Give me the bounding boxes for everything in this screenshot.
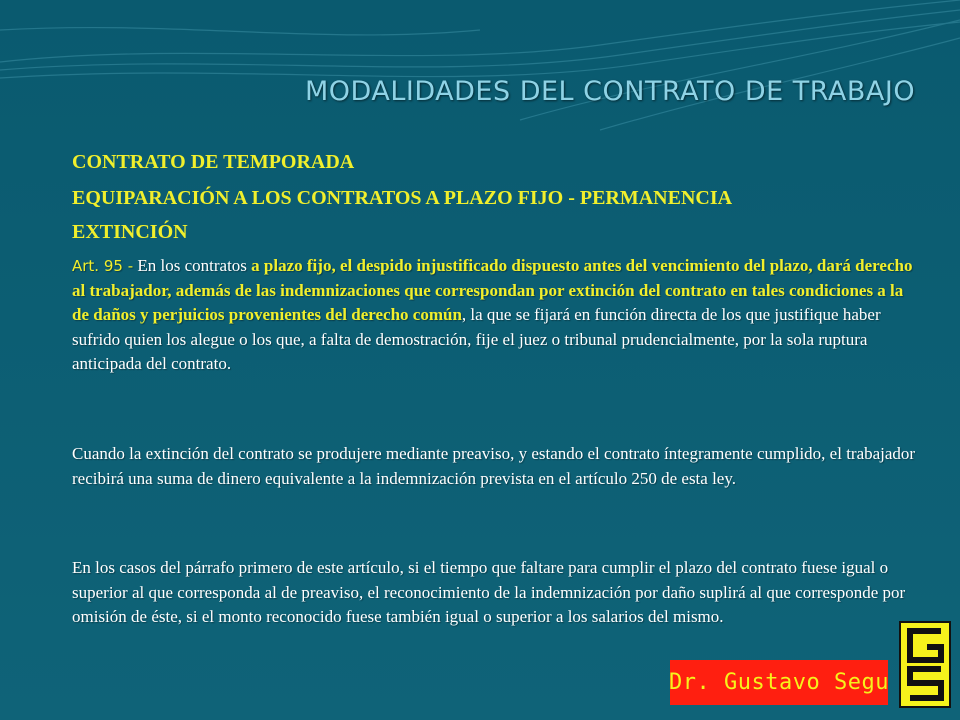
- article-highlight: a plazo fijo, el despido injustificado dispuesto antes del vencimiento del plazo, dará derecho al trabajador, además de las indemnizaciones que correspondan por extinción del contrato en tales condiciones a la de daños y perjuicios provenientes del derecho común: [72, 256, 913, 324]
- gs-logo: [899, 621, 951, 708]
- paragraph-preaviso: Cuando la extinción del contrato se produjere mediante preaviso, y estando el contrato íntegramente cumplido, el trabajador recibirá una suma de dinero equivalente a la indemnización prevista en el artículo 250 de esta ley.: [72, 444, 916, 488]
- heading-equiparacion: EQUIPARACIÓN A LOS CONTRATOS A PLAZO FIJO - PERMANENCIA: [72, 187, 733, 209]
- article-rest: , la que se fijará en función directa de los que justifique haber sufrido quien los alegue o los que, a falta de demostración, fije el juez o tribunal prudencialmente, por la sola ruptura anticipada del contrato.: [72, 305, 881, 373]
- gs-logo-mark: [901, 623, 949, 706]
- paragraph-casos: En los casos del párrafo primero de este artículo, si el tiempo que faltare para cumplir el plazo del contrato fuese igual o superior al que corresponda al de preaviso, el reconocimiento de la indemnización por daño suplirá al que corresponde por omisión de éste, si el monto reconocido fuese también igual o superior a los salarios del mismo.: [72, 558, 906, 626]
- signature-text: Dr. Gustavo Segu: [669, 670, 889, 695]
- article-intro: En los contratos: [133, 256, 252, 275]
- article-number: Art. 95 -: [72, 257, 134, 275]
- heading-extincion: EXTINCIÓN: [72, 221, 188, 243]
- heading-contrato-temporada: CONTRATO DE TEMPORADA: [72, 151, 355, 173]
- signature-badge: [670, 660, 888, 705]
- article-95-paragraph: [72, 254, 922, 377]
- slide-title: MODALIDADES DEL CONTRATO DE TRABAJO: [305, 76, 916, 107]
